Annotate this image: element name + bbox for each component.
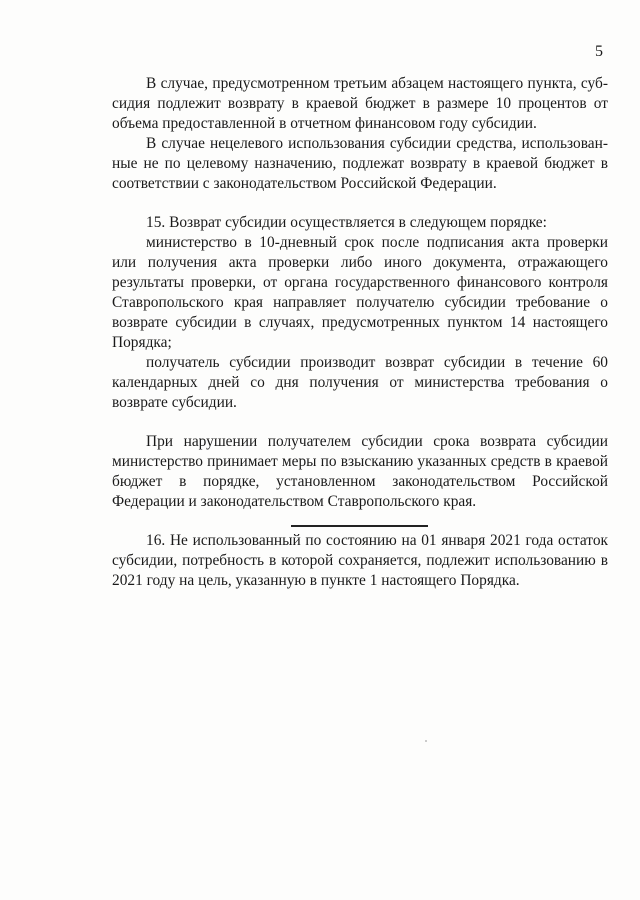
paragraph-gap [112, 194, 608, 213]
paragraph-gap [112, 413, 608, 432]
scan-speck [425, 740, 427, 742]
paragraph-item-15-heading: 15. Возврат субсидии осуществляется в следующем порядке: [146, 214, 547, 231]
paragraph-recipient-return: получатель субсидии производит возврат субсидии в течение 60 календарных дней со дня получения от министерства требования о возврате субсидии. [112, 354, 608, 411]
paragraph-item-16: 16. Не использованный по состоянию на 01 января 2021 года остаток субсидии, потребность в которой сохраняется, подлежит использованию в 2021 году на цель, указанную в пункте 1 настоящего Порядка. [112, 532, 608, 589]
paragraph-misuse-return: В случае нецелевого использования субсидии средства, использованные не по целевому назначению, подлежат возврату в краевой бюджет в соответствии с законодательством Российской Федерации. [112, 135, 608, 192]
paragraph-return-10-percent: В случае, предусмотренном третьим абзацем настоящего пункта, субсидия подлежит возврату в краевой бюджет в размере 10 процентов от объема предоставленной в отчетном финансовом году субсидии. [112, 75, 608, 132]
paragraph-violation-measures: При нарушении получателем субсидии срока возврата субсидии министерство принимает меры по взысканию указанных средств в краевой бюджет в порядке, установленном законодательством Российской Федерации и законодательством Ставропольского края. [112, 433, 608, 510]
page-number: 5 [595, 43, 603, 60]
paragraph-ministry-demand: министерство в 10-дневный срок после подписания акта проверки или получения акта проверки либо иного документа, отражающего результаты проверки, от органа государственного финансового контроля Ставропольского края направляет получателю субсидии требование о возврате субсидии в случаях, предусмотренных пунктом 14 настоящего Порядка; [112, 234, 608, 351]
document-body [112, 74, 608, 591]
paragraph-gap [112, 512, 608, 531]
end-separator-line [291, 525, 428, 527]
